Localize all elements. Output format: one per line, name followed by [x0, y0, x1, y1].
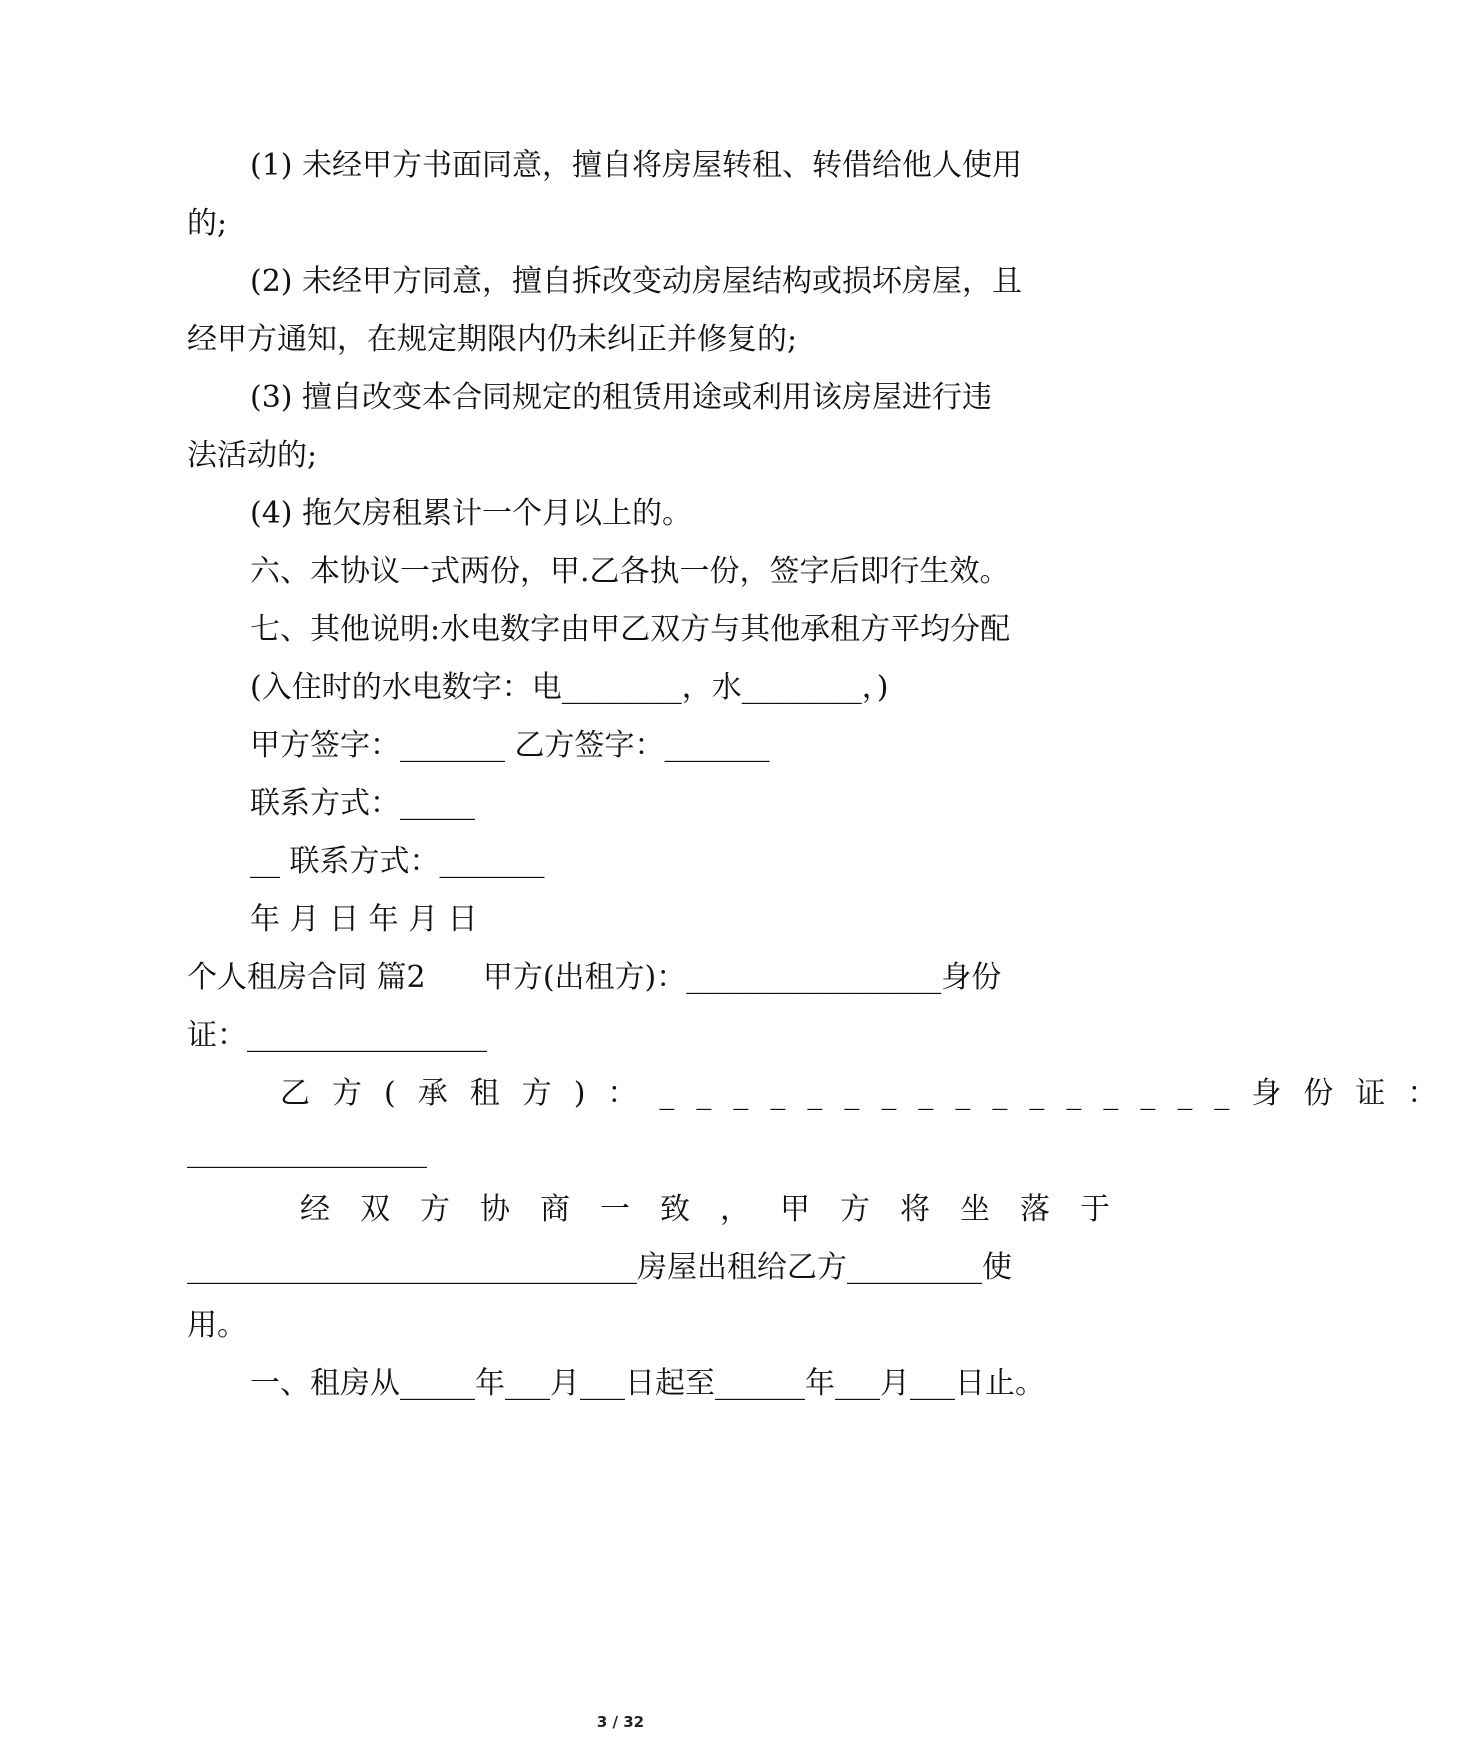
page-number: 3 / 32 — [596, 1713, 645, 1731]
clause-2-line-2: 经甲方通知，在规定期限内仍未纠正并修复的; — [187, 322, 798, 357]
utility-readings: (入住时的水电数字：电________，水________，) — [250, 670, 889, 705]
rental-period-line: 一、租房从_____年___月___日起至______年___月___日止。 — [250, 1366, 1045, 1401]
party-b-line: 乙方(承租方)：________________身份证： — [280, 1076, 1459, 1111]
contract-2-heading: 个人租房合同 篇2 甲方(出租方)：_________________身份 — [187, 960, 1002, 995]
section-six: 六、本协议一式两份，甲.乙各执一份，签字后即行生效。 — [250, 554, 1010, 589]
section-seven: 七、其他说明:水电数字由甲乙双方与其他承租方平均分配 — [250, 612, 1011, 647]
party-b-id-line: ________________ — [187, 1134, 427, 1169]
clause-3-line-1: (3) 擅自改变本合同规定的租赁用途或利用该房屋进行违 — [250, 380, 993, 415]
agreement-line-1: 经双方协商一致，甲方将坐落于 — [300, 1192, 1140, 1227]
date-line: 年 月 日 年 月 日 — [250, 902, 478, 937]
agreement-line-3: 用。 — [187, 1308, 247, 1343]
party-a-id-line: 证：________________ — [187, 1018, 487, 1053]
clause-3-line-2: 法活动的; — [187, 438, 318, 473]
clause-1-line-1: (1) 未经甲方书面同意，擅自将房屋转租、转借给他人使用 — [250, 148, 1023, 183]
contact-line-1: 联系方式：_____ — [250, 786, 475, 821]
contact-line-2: __ 联系方式：_______ — [250, 844, 545, 879]
clause-4-line: (4) 拖欠房租累计一个月以上的。 — [250, 496, 693, 531]
clause-2-line-1: (2) 未经甲方同意，擅自拆改变动房屋结构或损坏房屋，且 — [250, 264, 1023, 299]
agreement-line-2: ______________________________房屋出租给乙方_________使 — [187, 1250, 1012, 1285]
clause-1-line-2: 的; — [187, 206, 228, 241]
signature-line: 甲方签字：_______ 乙方签字：_______ — [250, 728, 770, 763]
